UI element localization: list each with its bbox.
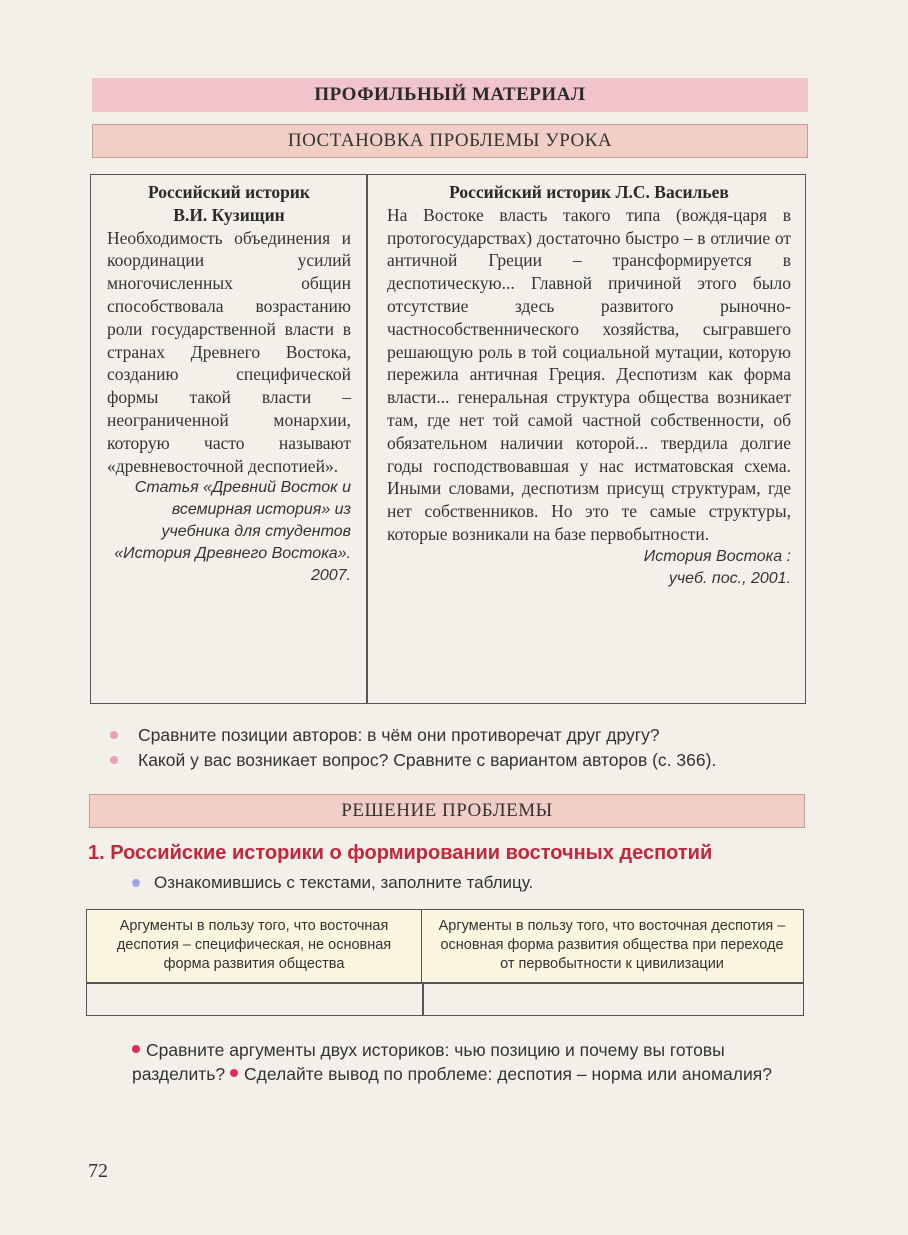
- table-column-divider: [422, 982, 424, 1015]
- right-source-line2: учеб. пос., 2001.: [668, 569, 791, 587]
- table-header-left: Аргументы в пользу того, что восточная деспотия – специфическая, не основная форма развития общества: [87, 910, 422, 982]
- bullet-icon: [132, 879, 140, 887]
- compare-part1: Сравните аргументы двух историков: чью позицию и почему вы готовы разделить?: [132, 1040, 725, 1084]
- section-title: 1. Российские историки о формировании восточных деспотий: [88, 842, 713, 864]
- quotes-divider: [366, 175, 368, 703]
- left-author-line1: Российский историк: [148, 182, 310, 202]
- question-item: [110, 748, 810, 773]
- right-source-line1: История Востока :: [643, 547, 791, 565]
- question-text: Сравните позиции авторов: в чём они противоречат друг другу?: [138, 725, 660, 745]
- left-quote-source: Статья «Древний Восток и всемирная история» из учебника для студентов «История Древнего Востока». 2007.: [114, 479, 351, 585]
- right-quote-text: На Востоке власть такого типа (вождя-царя в протогосударствах) достаточно быстро – в отличие от античной Греции – трансформируется в деспотическую... Главной причиной этого было отсутствие здесь развитого рыночно-частнособственнического хозяйства, сыгравшего решающую роль в той социальной мутации, которую пережила античная Греция. Деспотизм как форма власти... генеральная структура общества возникает там, где нет той самой частной собственности, об обязательном наличии которой... твердила долгие годы господствовавшая у нас истматовская схема. Иными словами, деспотизм присущ структурам, где нет собственников. Но это те самые структуры, которые возникали на базе первобытности.: [387, 204, 791, 544]
- table-row-divider: [87, 982, 803, 984]
- profile-material-banner: ПРОФИЛЬНЫЙ МАТЕРИАЛ: [92, 78, 808, 112]
- problem-statement-banner: ПОСТАНОВКА ПРОБЛЕМЫ УРОКА: [92, 124, 808, 158]
- question-list: [110, 723, 810, 773]
- bullet-icon: [110, 756, 118, 764]
- task-text: Ознакомившись с текстами, заполните таблицу.: [154, 873, 534, 892]
- right-author: Российский историк Л.С. Васильев: [449, 182, 729, 202]
- question-text: Какой у вас возникает вопрос? Сравните с вариантом авторов (с. 366).: [138, 750, 717, 770]
- bullet-icon: [132, 1045, 140, 1053]
- table-header-right: Аргументы в пользу того, что восточная деспотия – основная форма развития общества при переходе от первобытности к цивилизации: [422, 910, 802, 982]
- left-quote-text: Необходимость объединения и координации усилий многочисленных общин способствовала возрастанию роли государственной власти в странах Древнего Востока, созданию специфической формы такой власти – неограниченной монархии, которую часто называют «древневосточной деспотией».: [107, 227, 351, 476]
- solution-banner: РЕШЕНИЕ ПРОБЛЕМЫ: [89, 794, 805, 828]
- bullet-icon: [110, 731, 118, 739]
- question-item: [110, 723, 810, 748]
- arguments-table: [86, 909, 804, 1016]
- quote-left: [107, 181, 351, 587]
- quotes-box: [90, 174, 806, 704]
- task-line: [132, 873, 533, 893]
- compare-part2: Сделайте вывод по проблеме: деспотия – норма или аномалия?: [244, 1064, 772, 1084]
- quote-right: [387, 181, 791, 590]
- compare-task: [132, 1038, 804, 1086]
- page-number: 72: [88, 1160, 108, 1182]
- bullet-icon: [230, 1069, 238, 1077]
- left-author-line2: В.И. Кузищин: [173, 204, 285, 225]
